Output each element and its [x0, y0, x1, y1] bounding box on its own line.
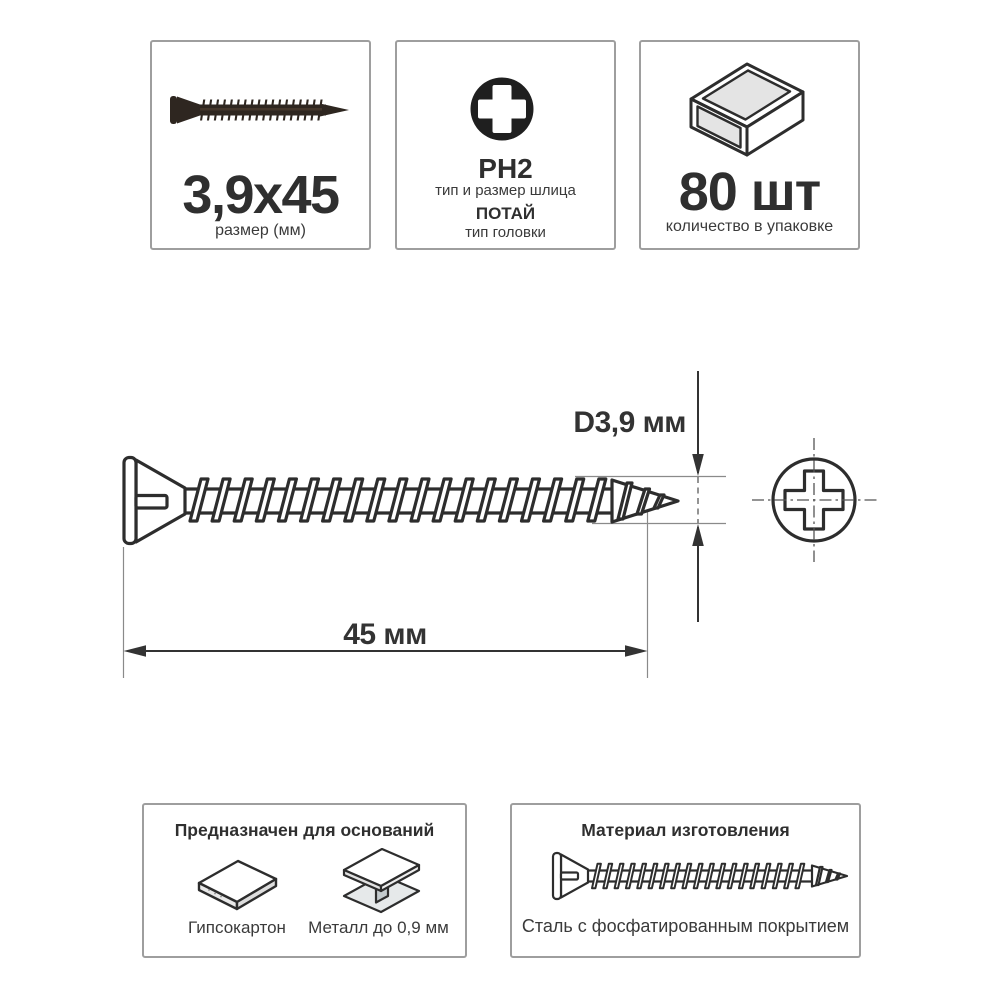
- card-quantity: [639, 40, 860, 250]
- card-material: [510, 803, 861, 958]
- card-drive: [395, 40, 616, 250]
- card-size: [150, 40, 371, 250]
- drive-value: PH2: [478, 153, 533, 184]
- diameter-dimension-label: D3,9 мм: [573, 406, 686, 439]
- material-label: Сталь с фосфатированным покрытием: [521, 916, 850, 936]
- screw-head-top-view: [752, 438, 877, 562]
- substrate-label-metal: Металл до 0,9 мм: [308, 918, 449, 937]
- material-title: Материал изготовления: [581, 820, 790, 840]
- screw-side-view: [124, 458, 678, 544]
- material-screw-drawing: [550, 850, 852, 906]
- drive-caption: тип и размер шлица: [435, 182, 576, 199]
- quantity-caption: количество в упаковке: [665, 218, 834, 235]
- screw-photo-icon: [168, 90, 353, 130]
- metal-profile-icon: [342, 848, 422, 914]
- box-icon: [686, 62, 806, 157]
- length-dimension-label: 45 мм: [343, 618, 427, 651]
- drywall-icon: [195, 855, 281, 911]
- substrate-label-drywall: Гипсокартон: [188, 918, 286, 937]
- head-type-value: ПОТАЙ: [475, 204, 536, 223]
- size-value: 3,9x45: [182, 165, 339, 225]
- size-caption: размер (мм): [215, 222, 306, 239]
- technical-drawing: [100, 360, 900, 690]
- card-substrates: [142, 803, 467, 958]
- phillips-drive-icon: [468, 75, 536, 143]
- substrates-title: Предназначен для оснований: [174, 820, 435, 840]
- quantity-value: 80 шт: [678, 162, 821, 222]
- head-type-caption: тип головки: [465, 224, 546, 241]
